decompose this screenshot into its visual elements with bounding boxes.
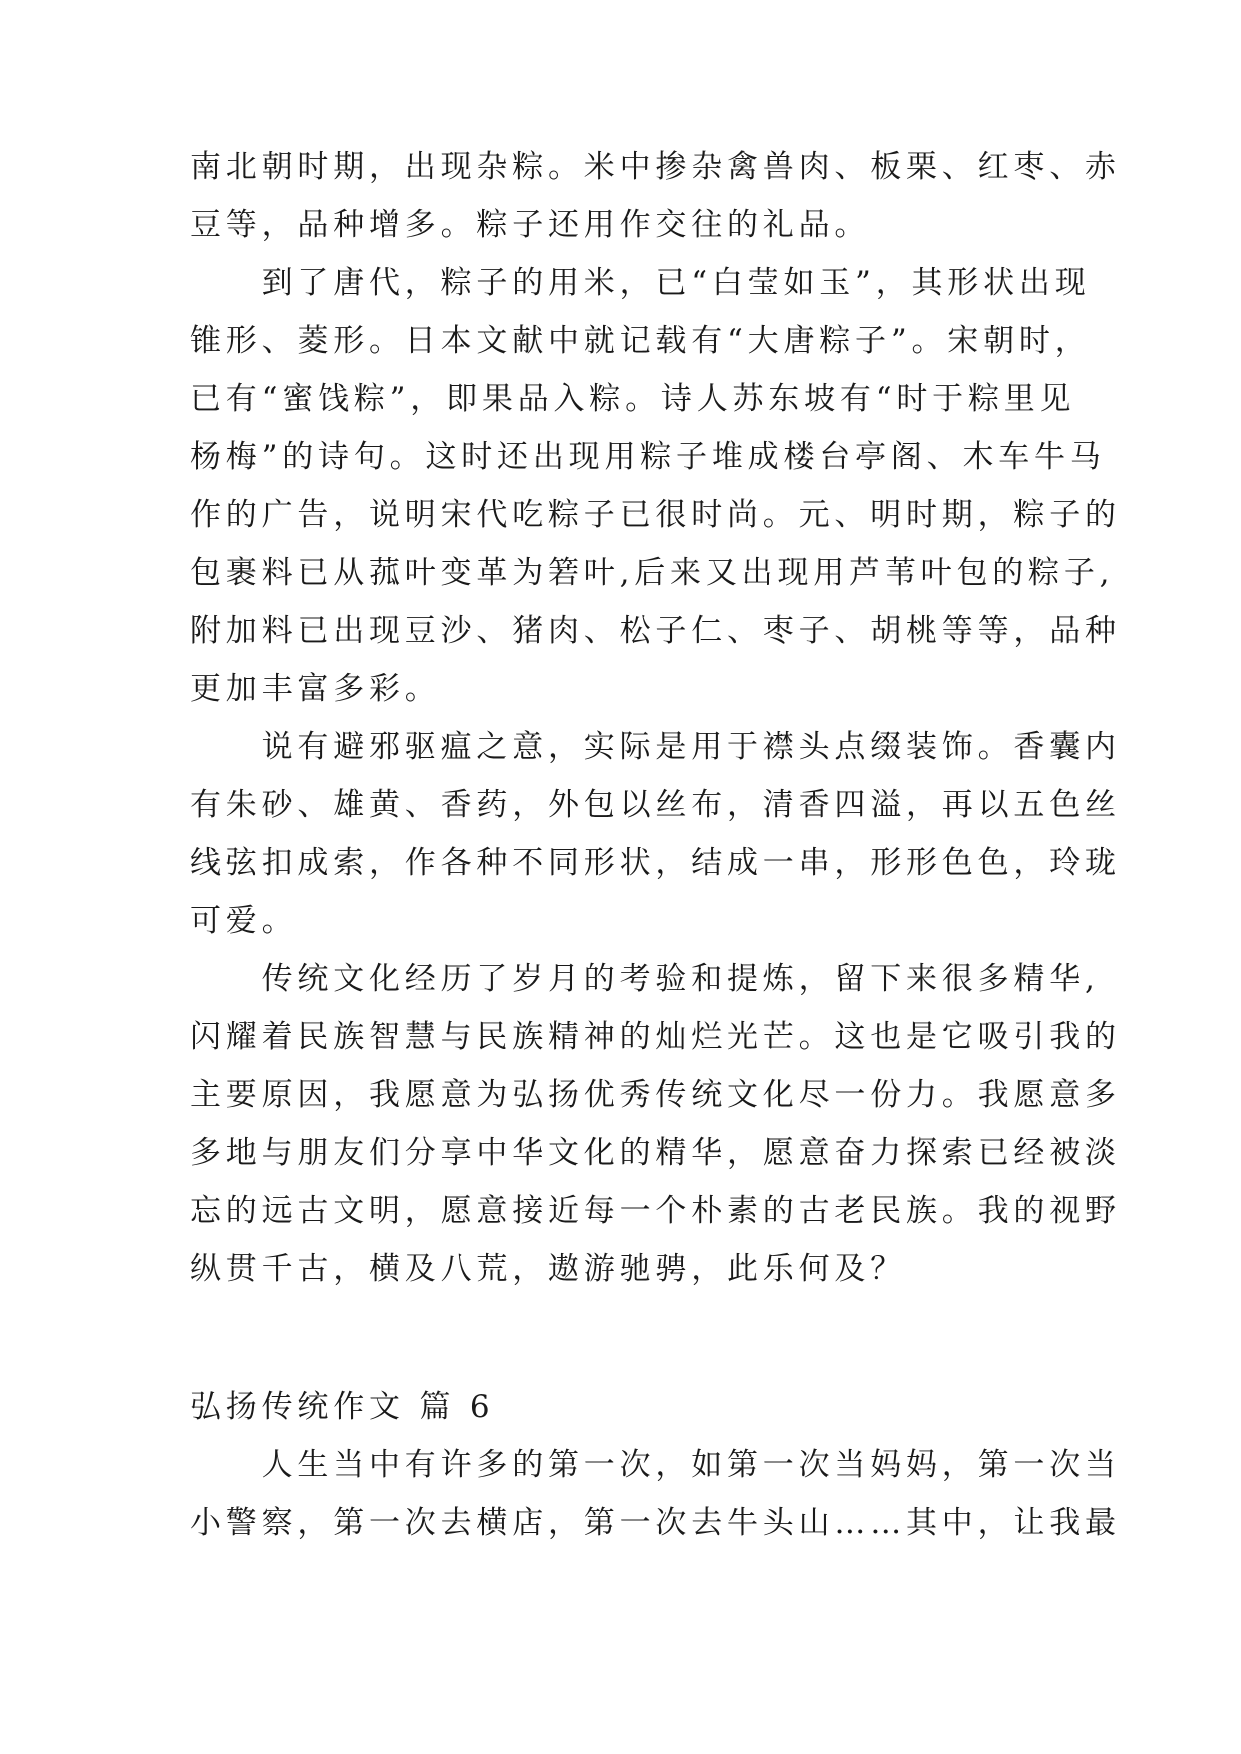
text-line: 人生当中有许多的第一次，如第一次当妈妈，第一次当 — [190, 1447, 1121, 1483]
text-line: 纵贯千古，横及八荒，遨游驰骋，此乐何及？ — [190, 1251, 906, 1287]
text-line: 锥形、菱形。日本文献中就记载有“大唐粽子”。宋朝时， — [190, 323, 1091, 359]
text-line: 到了唐代，粽子的用米，已“白莹如玉”，其形状出现 — [190, 265, 1091, 301]
text-line: 有朱砂、雄黄、香药，外包以丝布，清香四溢，再以五色丝 — [190, 787, 1121, 823]
body-text-continued — [190, 1436, 1121, 1552]
text-line: 说有避邪驱瘟之意，实际是用于襟头点缀装饰。香囊内 — [190, 729, 1121, 765]
text-line: 南北朝时期，出现杂粽。米中掺杂禽兽肉、板栗、红枣、赤 — [190, 149, 1121, 185]
text-line: 小警察，第一次去横店，第一次去牛头山……其中，让我最 — [190, 1505, 1121, 1541]
body-text — [190, 138, 1121, 1298]
section-heading: 弘扬传统作文 篇 6 — [190, 1389, 495, 1425]
text-line: 主要原因，我愿意为弘扬优秀传统文化尽一份力。我愿意多 — [190, 1077, 1121, 1113]
text-line: 更加丰富多彩。 — [190, 671, 441, 707]
text-line: 作的广告，说明宋代吃粽子已很时尚。元、明时期，粽子的 — [190, 497, 1121, 533]
text-line: 线弦扣成索，作各种不同形状，结成一串，形形色色，玲珑 — [190, 845, 1121, 881]
text-line: 杨梅”的诗句。这时还出现用粽子堆成楼台亭阁、木车牛马 — [190, 439, 1106, 475]
text-line: 闪耀着民族智慧与民族精神的灿烂光芒。这也是它吸引我的 — [190, 1019, 1121, 1055]
text-line: 豆等，品种增多。粽子还用作交往的礼品。 — [190, 207, 871, 243]
text-line: 多地与朋友们分享中华文化的精华，愿意奋力探索已经被淡 — [190, 1135, 1121, 1171]
text-line: 忘的远古文明，愿意接近每一个朴素的古老民族。我的视野 — [190, 1193, 1121, 1229]
text-line: 传统文化经历了岁月的考验和提炼，留下来很多精华, — [190, 961, 1100, 997]
text-line: 附加料已出现豆沙、猪肉、松子仁、枣子、胡桃等等，品种 — [190, 613, 1121, 649]
text-line: 已有“蜜饯粽”，即果品入粽。诗人苏东坡有“时于粽里见 — [190, 381, 1076, 417]
text-line: 包裹料已从菰叶变革为箬叶,后来又出现用芦苇叶包的粽子, — [190, 555, 1115, 591]
text-line: 可爱。 — [190, 903, 298, 939]
